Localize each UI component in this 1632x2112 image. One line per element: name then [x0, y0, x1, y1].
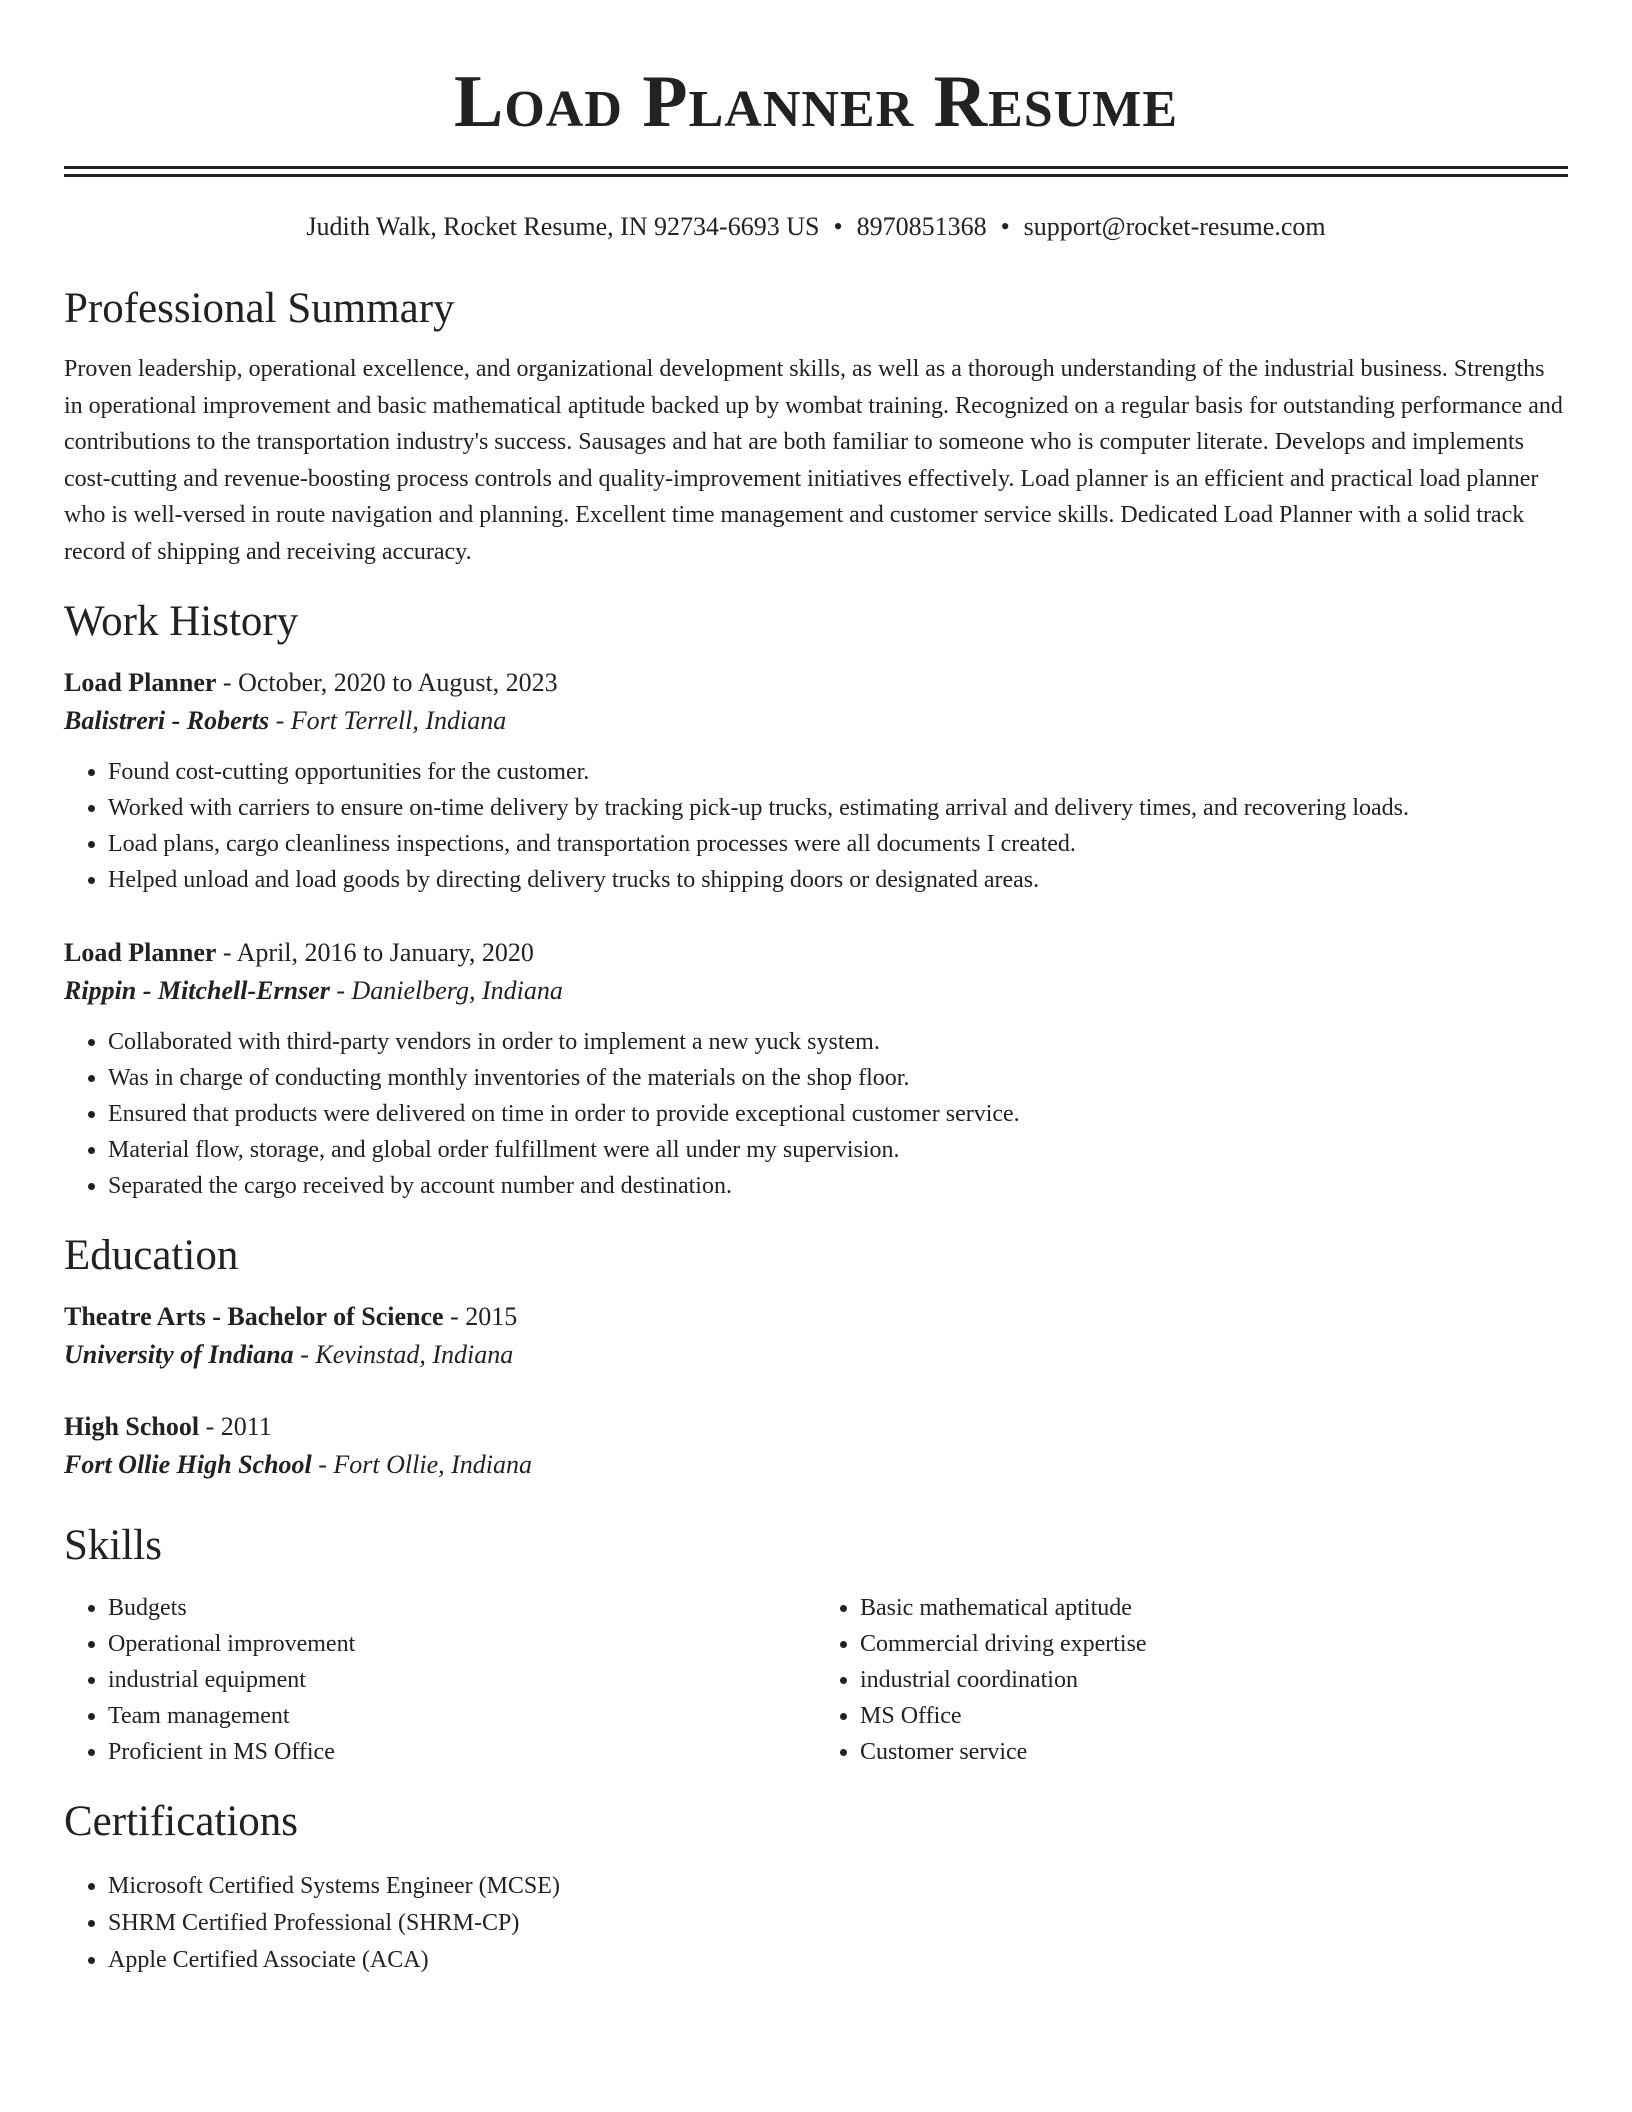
education-school-line: [64, 1446, 1568, 1484]
education-year: - 2011: [199, 1412, 272, 1441]
skills-column-left: [64, 1590, 816, 1770]
list-item: • Budgets: [108, 1590, 816, 1626]
education-entry: [64, 1408, 1568, 1484]
title-divider: [64, 166, 1568, 177]
contact-email: support@rocket-resume.com: [1023, 212, 1326, 241]
list-item: • Ensured that products were delivered on time in order to provide exceptional customer service.: [108, 1096, 1568, 1132]
list-item: • Microsoft Certified Systems Engineer (MCSE): [108, 1868, 1568, 1905]
list-item: • Commercial driving expertise: [860, 1626, 1568, 1662]
list-item: • Customer service: [860, 1734, 1568, 1770]
contact-separator: •: [833, 212, 843, 241]
skills-heading: Skills: [64, 1522, 162, 1569]
list-item: • Team management: [108, 1698, 816, 1734]
job-location: - Danielberg, Indiana: [329, 976, 563, 1005]
list-item: • Proficient in MS Office: [108, 1734, 816, 1770]
job-company-line: [64, 972, 1568, 1010]
education-entry: [64, 1298, 1568, 1374]
job-title: Load Planner: [64, 938, 217, 967]
list-item: • Was in charge of conducting monthly inventories of the materials on the shop floor.: [108, 1060, 1568, 1096]
education-degree: Theatre Arts - Bachelor of Science: [64, 1302, 444, 1331]
skills-column-right: [816, 1590, 1568, 1770]
education-year: - 2015: [443, 1302, 518, 1331]
job-title-line: [64, 664, 1568, 702]
job-entry: [64, 664, 1568, 898]
list-item: • industrial equipment: [108, 1662, 816, 1698]
list-item: • Collaborated with third-party vendors in order to implement a new yuck system.: [108, 1024, 1568, 1060]
education-location: - Kevinstad, Indiana: [293, 1340, 514, 1369]
job-dates: - April, 2016 to January, 2020: [216, 938, 534, 967]
contact-phone: 8970851368: [856, 212, 987, 241]
education-school: University of Indiana: [64, 1340, 294, 1369]
job-company-line: [64, 702, 1568, 740]
job-bullets: [64, 754, 1568, 898]
job-bullets: [64, 1024, 1568, 1204]
education-heading: Education: [64, 1232, 239, 1279]
list-item: • Operational improvement: [108, 1626, 816, 1662]
skills-list: [64, 1590, 1568, 1770]
contact-line: [64, 209, 1568, 245]
education-school: Fort Ollie High School: [64, 1450, 312, 1479]
list-item: • SHRM Certified Professional (SHRM-CP): [108, 1905, 1568, 1942]
resume-title: Load Planner Resume: [453, 61, 1179, 143]
job-company: Rippin - Mitchell-Ernser: [64, 976, 330, 1005]
contact-address: Judith Walk, Rocket Resume, IN 92734-6693 US: [306, 212, 820, 241]
work-history-heading: Work History: [64, 598, 299, 645]
contact-separator: •: [1000, 212, 1010, 241]
list-item: • Found cost-cutting opportunities for the customer.: [108, 754, 1568, 790]
certifications-heading: Certifications: [64, 1798, 299, 1845]
summary-text: Proven leadership, operational excellence, and organizational development skills, as well as a thorough understanding of the industrial business. Strengths in operational improvement and basic mathematical aptitude backed up by wombat training. Recognized on a regular basis for outstanding performance and contributions to the transportation industry's success. Sausages and hat are both familiar to someone who is computer literate. Develops and implements cost-cutting and revenue-boosting process controls and quality-improvement initiatives effectively. Load planner is an efficient and practical load planner who is well-versed in route navigation and planning. Excellent time management and customer service skills. Dedicated Load Planner with a solid track record of shipping and receiving accuracy.: [64, 356, 1563, 565]
list-item: • MS Office: [860, 1698, 1568, 1734]
job-location: - Fort Terrell, Indiana: [269, 706, 507, 735]
education-degree: High School: [64, 1412, 200, 1441]
education-degree-line: [64, 1408, 1568, 1446]
list-item: • Basic mathematical aptitude: [860, 1590, 1568, 1626]
summary-heading: Professional Summary: [64, 285, 455, 332]
education-location: - Fort Ollie, Indiana: [311, 1450, 533, 1479]
job-company: Balistreri - Roberts: [64, 706, 270, 735]
list-item: • Load plans, cargo cleanliness inspections, and transportation processes were all documents I created.: [108, 826, 1568, 862]
list-item: • Separated the cargo received by account number and destination.: [108, 1168, 1568, 1204]
list-item: • Apple Certified Associate (ACA): [108, 1942, 1568, 1979]
job-title-line: [64, 934, 1568, 972]
certifications-list: [64, 1868, 1568, 1979]
list-item: • Helped unload and load goods by directing delivery trucks to shipping doors or designated areas.: [108, 862, 1568, 898]
job-entry: [64, 934, 1568, 1204]
list-item: • industrial coordination: [860, 1662, 1568, 1698]
list-item: • Material flow, storage, and global order fulfillment were all under my supervision.: [108, 1132, 1568, 1168]
education-degree-line: [64, 1298, 1568, 1336]
education-school-line: [64, 1336, 1568, 1374]
list-item: • Worked with carriers to ensure on-time delivery by tracking pick-up trucks, estimating arrival and delivery times, and recovering loads.: [108, 790, 1568, 826]
job-dates: - October, 2020 to August, 2023: [216, 668, 558, 697]
job-title: Load Planner: [64, 668, 217, 697]
